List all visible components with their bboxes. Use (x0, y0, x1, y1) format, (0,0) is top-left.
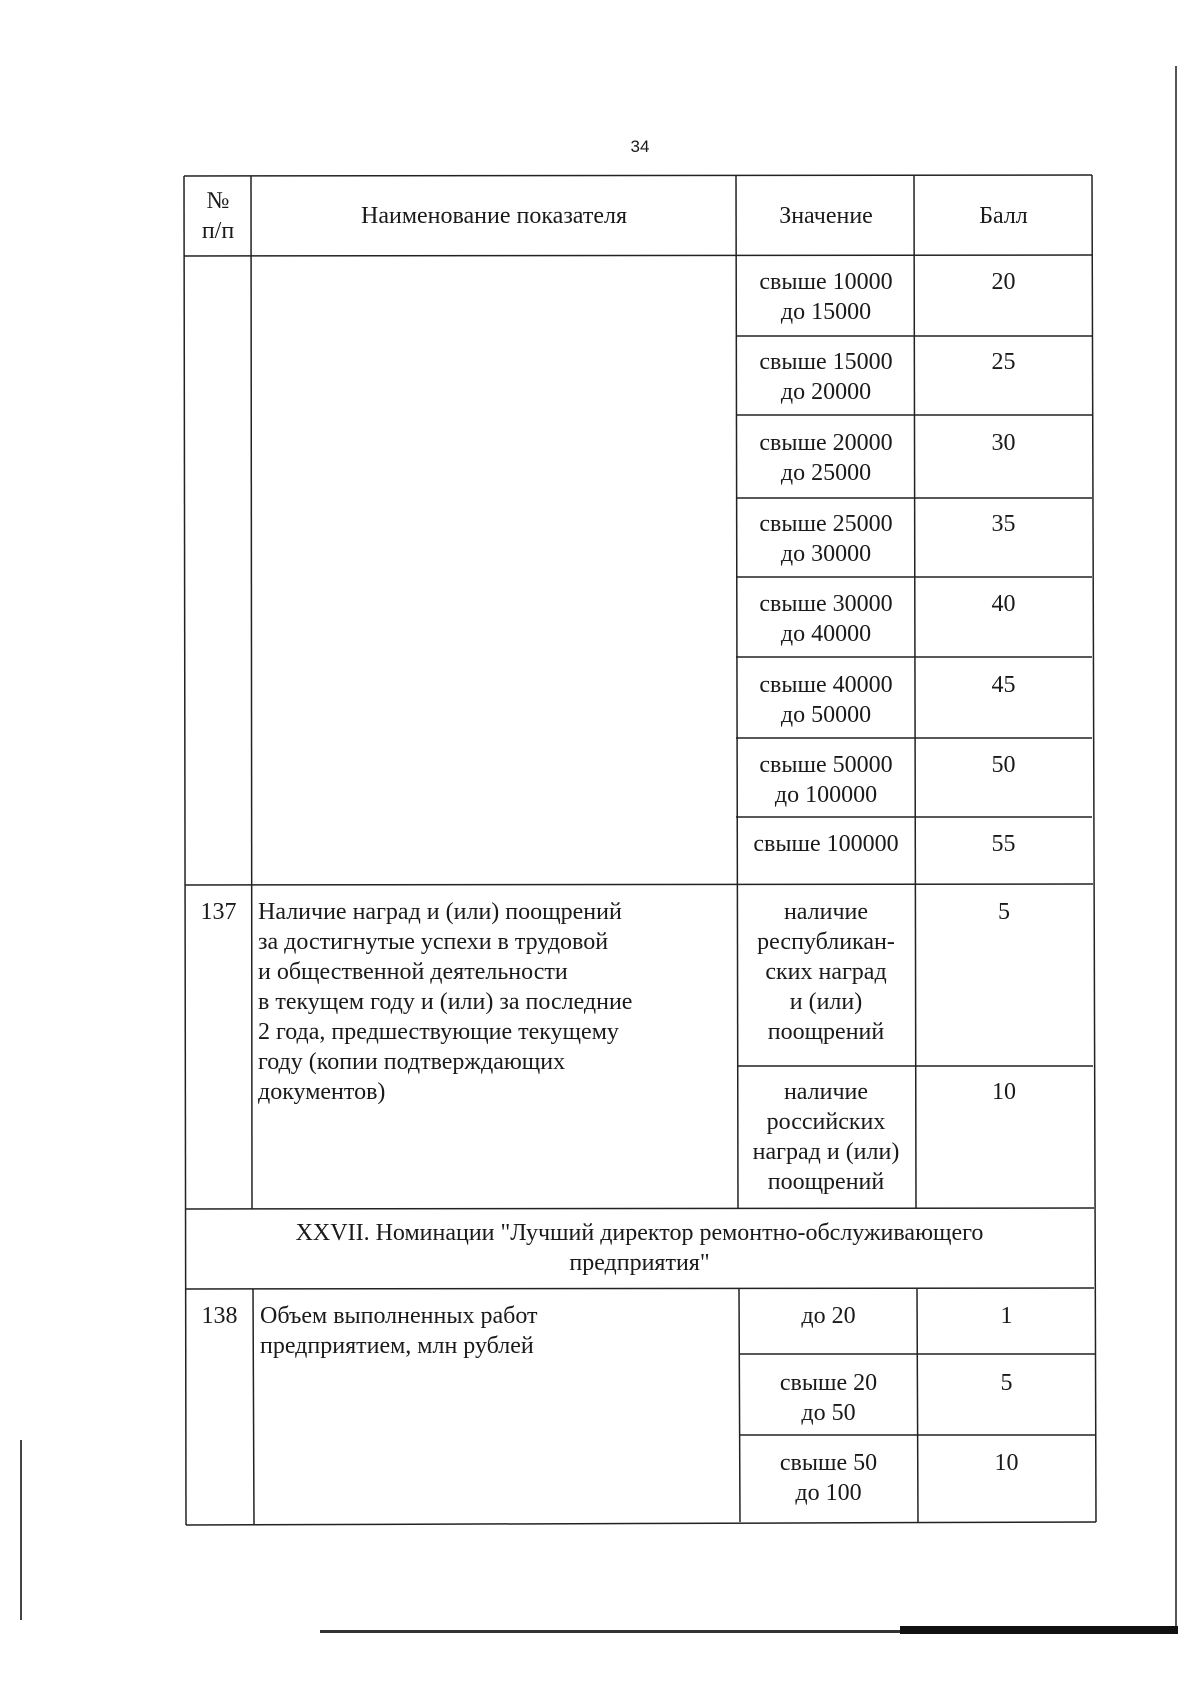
value-cell: до 20 (801, 1303, 856, 1329)
score-cell: 40 (991, 591, 1016, 617)
item-name: Объем выполненных работ предприятием, млн рублей (260, 1303, 538, 1359)
value-cell: свыше 25000 до 30000 (759, 511, 893, 567)
page-number: 34 (630, 137, 650, 156)
score-cell: 20 (991, 269, 1016, 295)
value-cell: свыше 20 до 50 (779, 1370, 878, 1426)
score-cell: 5 (998, 899, 1010, 925)
scan-edge-left (20, 1440, 22, 1620)
value-cell: свыше 10000 до 15000 (759, 269, 893, 325)
header-value: Значение (779, 203, 873, 229)
score-cell: 35 (991, 511, 1016, 537)
score-cell: 50 (991, 752, 1016, 778)
value-cell: свыше 40000 до 50000 (759, 672, 893, 728)
section-title: XXVII. Номинации "Лучший директор ремонтно-обслуживающего предприятия" (295, 1220, 984, 1276)
value-cell: свыше 20000 до 25000 (759, 430, 893, 486)
item-number: 138 (201, 1303, 238, 1329)
score-cell: 1 (1000, 1303, 1013, 1329)
value-cell: свыше 50000 до 100000 (759, 752, 893, 808)
score-cell: 30 (991, 430, 1016, 456)
value-cell: наличие российских наград и (или) поощрений (752, 1079, 900, 1195)
value-cell: свыше 15000 до 20000 (759, 349, 893, 405)
score-cell: 45 (991, 672, 1016, 698)
item-number: 137 (200, 899, 237, 925)
value-cell: свыше 50 до 100 (779, 1450, 878, 1506)
header-name: Наименование показателя (361, 203, 627, 229)
header-num: № п/п (201, 188, 235, 244)
item-name: Наличие наград и (или) поощрений за достигнутые успехи в трудовой и общественной деятельности в текущем году и (или) за последние 2 года, предшествующие текущему году (копии подтверждающих документов) (258, 899, 633, 1105)
value-cell: наличие республикан- ских наград и (или) поощрений (757, 899, 895, 1045)
score-cell: 55 (991, 831, 1016, 857)
header-score: Балл (979, 203, 1028, 229)
value-cell: свыше 30000 до 40000 (759, 591, 893, 647)
score-cell: 5 (1000, 1370, 1013, 1396)
score-cell: 10 (994, 1450, 1019, 1476)
score-cell: 25 (991, 349, 1016, 375)
value-cell: свыше 100000 (753, 831, 899, 857)
score-cell: 10 (992, 1079, 1016, 1105)
scan-edge-right (1175, 66, 1177, 1626)
scan-edge-bottom-thick (900, 1626, 1178, 1634)
